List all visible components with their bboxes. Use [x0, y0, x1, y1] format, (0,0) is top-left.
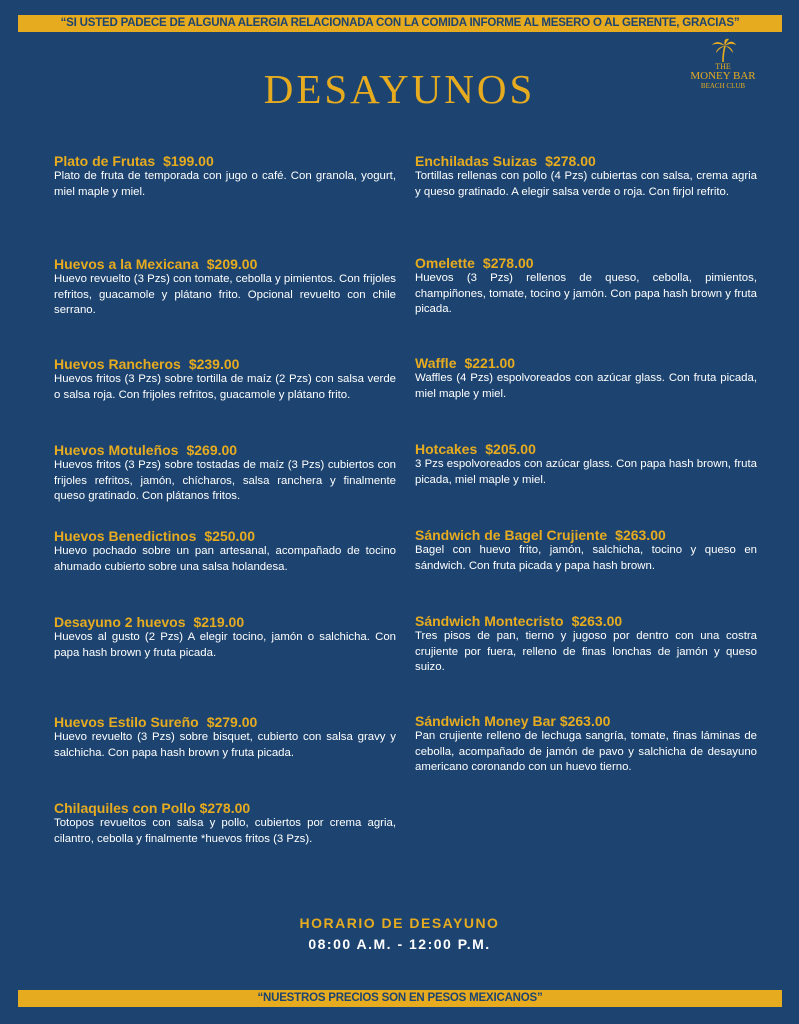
- menu-item: [54, 614, 396, 661]
- item-name: Huevos Benedictinos: [54, 528, 197, 544]
- item-name: Huevos Estilo Sureño: [54, 714, 199, 730]
- item-price: $199.00: [163, 153, 214, 169]
- item-price: $278.00: [482, 255, 534, 271]
- logo-line-1: THE: [715, 62, 731, 71]
- item-description: Huevo revuelto (3 Pzs) sobre bisquet, cubierto con salsa gravy y salchicha. Con papa hash brown y fruta picada.: [54, 731, 396, 759]
- menu-item: [54, 800, 396, 847]
- item-name: Hotcakes: [415, 441, 478, 457]
- item-name: Huevos Motuleños: [54, 442, 179, 458]
- item-description: 3 Pzs espolvoreados con azúcar glass. Con papa hash brown, fruta picada, miel maple y miel.: [415, 458, 757, 486]
- logo-line-3: BEACH CLUB: [700, 82, 746, 90]
- menu-title: DESAYUNOS: [263, 66, 536, 112]
- item-name: Chilaquiles con Pollo: [54, 800, 196, 816]
- item-name: Huevos Rancheros: [54, 356, 181, 372]
- menu-item: [54, 442, 396, 505]
- item-name: Omelette: [415, 255, 475, 271]
- item-price: $221.00: [464, 355, 516, 371]
- item-price: $263.00: [615, 527, 666, 543]
- item-name: Plato de Frutas: [54, 153, 156, 169]
- item-price: $279.00: [206, 714, 258, 730]
- item-description: Huevos fritos (3 Pzs) sobre tostadas de maíz (3 Pzs) cubiertos con frijoles refritos, jamón, chícharos, salsa ranchera y finalmente queso gratinado. Con plátanos fritos.: [54, 459, 396, 502]
- item-price: $219.00: [193, 614, 245, 630]
- item-description: Plato de fruta de temporada con jugo o café. Con granola, yogurt, miel maple y miel.: [54, 170, 396, 198]
- item-description: Totopos revueltos con salsa y pollo, cubiertos por crema agria, cilantro, cebolla y finalmente *huevos fritos (3 Pzs).: [54, 817, 396, 845]
- item-name: Waffle: [415, 355, 457, 371]
- currency-notice-banner: “NUESTROS PRECIOS SON EN PESOS MEXICANOS”: [18, 990, 782, 1007]
- menu-item: [54, 528, 396, 575]
- item-name: Enchiladas Suizas: [415, 153, 538, 169]
- item-description: Tres pisos de pan, tierno y jugoso por dentro con una costra crujiente por fuera, relleno de finas lonchas de jamón y queso suizo.: [415, 630, 757, 673]
- item-description: Huevos al gusto (2 Pzs) A elegir tocino, jamón o salchicha. Con papa hash brown y fruta picada.: [54, 631, 396, 659]
- logo-line-2: MONEY BAR: [690, 70, 756, 82]
- item-price: $239.00: [188, 356, 240, 372]
- item-price: $278.00: [545, 153, 596, 169]
- menu-item: [415, 355, 757, 402]
- palm-tree-icon: [709, 38, 737, 62]
- item-name: Huevos a la Mexicana: [54, 256, 199, 272]
- schedule-label: HORARIO DE DESAYUNO: [299, 915, 500, 931]
- item-price: $209.00: [206, 256, 258, 272]
- menu-item: [415, 613, 757, 676]
- schedule-hours: 08:00 A.M. - 12:00 P.M.: [308, 936, 491, 952]
- item-description: Huevos (3 Pzs) rellenos de queso, cebolla, pimientos, champiñones, tomate, tocino y jamón. Con papa hash brown y fruta picada.: [415, 272, 757, 315]
- item-description: Huevo pochado sobre un pan artesanal, acompañado de tocino ahumado cubierto sobre una salsa holandesa.: [54, 545, 396, 573]
- item-price: $250.00: [204, 528, 255, 544]
- menu-item: [415, 153, 757, 200]
- menu-item: [54, 153, 396, 200]
- item-price: $269.00: [186, 442, 238, 458]
- item-description: Huevo revuelto (3 Pzs) con tomate, cebolla y pimientos. Con frijoles refritos, guacamole y plátano frito. Opcional revuelto con chile serrano.: [54, 273, 396, 316]
- item-price: $278.00: [199, 800, 251, 816]
- item-description: Huevos fritos (3 Pzs) sobre tortilla de maíz (2 Pzs) con salsa verde o salsa roja. Con frijoles refritos, guacamole y plátano frito.: [54, 373, 396, 401]
- item-price: $263.00: [559, 713, 611, 729]
- menu-item: [415, 527, 757, 574]
- item-description: Bagel con huevo frito, jamón, salchicha, tocino y queso en sándwich. Con fruta picada y papa hash brown.: [415, 544, 757, 572]
- menu-item: [54, 256, 396, 319]
- item-description: Tortillas rellenas con pollo (4 Pzs) cubiertas con salsa, crema agria y queso gratinado. A elegir salsa verde o roja. Con firjol refrito.: [415, 170, 757, 198]
- menu-item: [415, 713, 757, 776]
- menu-item: [54, 356, 396, 403]
- menu-item: [54, 714, 396, 761]
- item-description: Waffles (4 Pzs) espolvoreados con azúcar glass. Con fruta picada, miel maple y miel.: [415, 372, 757, 400]
- menu-item: [415, 441, 757, 488]
- item-name: Sándwich Money Bar: [415, 713, 556, 729]
- item-description: Pan crujiente relleno de lechuga sangría, tomate, finas láminas de cebolla, acompañado de jamón de pavo y salchicha de desayuno americano coronando con un huevo tierno.: [415, 730, 757, 773]
- menu-item: [415, 255, 757, 318]
- item-name: Sándwich Montecristo: [415, 613, 564, 629]
- item-name: Sándwich de Bagel Crujiente: [415, 527, 608, 543]
- item-price: $205.00: [485, 441, 536, 457]
- allergy-notice-banner: “SI USTED PADECE DE ALGUNA ALERGIA RELACIONADA CON LA COMIDA INFORME AL MESERO O AL GERENTE, GRACIAS”: [18, 15, 782, 32]
- item-name: Desayuno 2 huevos: [54, 614, 186, 630]
- item-price: $263.00: [571, 613, 623, 629]
- breakfast-schedule: [0, 913, 799, 955]
